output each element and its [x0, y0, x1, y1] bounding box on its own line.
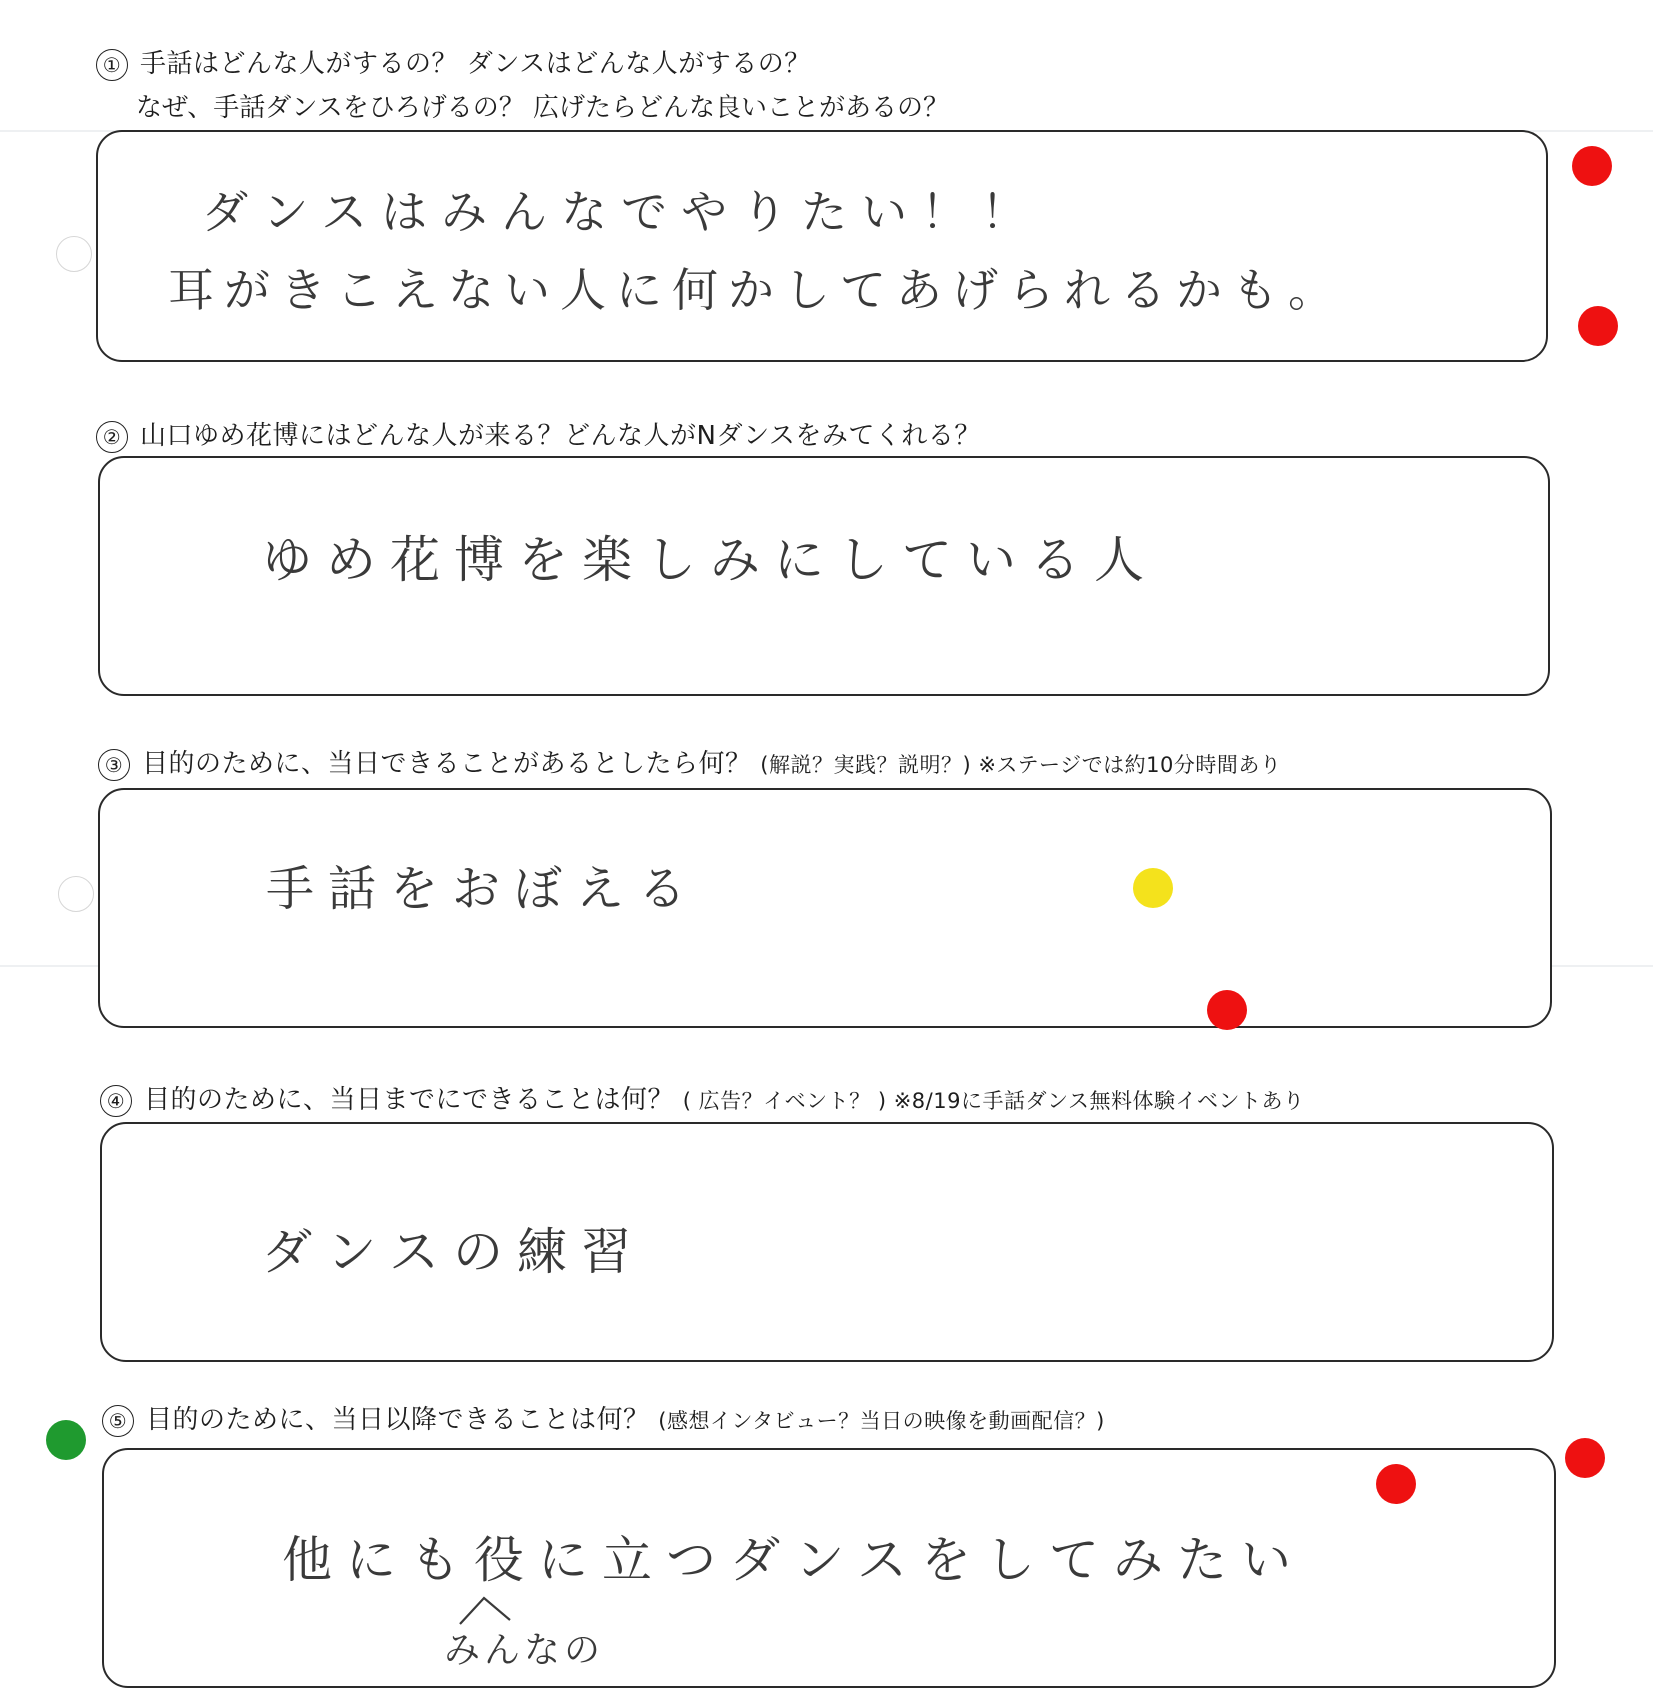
punch-hole: [58, 876, 94, 912]
answer-box-1: [96, 130, 1548, 362]
handwritten-answer-line: ダンスの練習: [262, 1223, 645, 1281]
question-4-heading: [100, 1078, 1305, 1123]
question-text: 手話はどんな人がするの？ ダンスはどんな人がするの？: [140, 49, 811, 79]
question-text: 山口ゆめ花博にはどんな人が来る？どんな人がNダンスをみてくれる？: [140, 421, 981, 451]
red-sticker: [1565, 1438, 1605, 1478]
question-number: ⑤: [102, 1405, 134, 1437]
question-1-subline: なぜ、手話ダンスをひろげるの？ 広げたらどんな良いことがあるの？: [136, 93, 949, 123]
green-sticker: [46, 1420, 86, 1460]
question-5-heading: [102, 1398, 1105, 1443]
question-2-heading: [96, 414, 981, 458]
question-text: 目的のために、当日できることがあるとしたら何？: [142, 749, 752, 779]
answer-box-2: [98, 456, 1550, 696]
question-note: ( 広告？イベント？ ) ※8/19に手話ダンス無料体験イベントあり: [682, 1089, 1305, 1113]
red-sticker: [1572, 146, 1612, 186]
yellow-sticker: [1133, 868, 1173, 908]
handwritten-answer-line: 手話をおぼえる: [266, 861, 701, 917]
handwritten-insertion: みんなの: [444, 1630, 605, 1671]
answer-box-5: [102, 1448, 1556, 1688]
handwritten-answer-line: ダンスはみんなでやりたい！！: [202, 185, 1042, 239]
question-number: ④: [100, 1085, 132, 1117]
question-text: 目的のために、当日までにできることは何？: [144, 1085, 675, 1115]
question-note: (解説？実践？説明？) ※ステージでは約10分時間あり: [760, 753, 1282, 777]
punch-hole: [56, 236, 92, 272]
red-sticker: [1207, 990, 1247, 1030]
handwritten-answer-line: ゆめ花博を楽しみにしている人: [262, 531, 1158, 589]
handwritten-answer-line: 他にも役に立つダンスをしてみたい: [282, 1531, 1305, 1589]
question-1-heading: [96, 42, 811, 86]
answer-box-4: [100, 1122, 1554, 1362]
question-number: ③: [98, 749, 130, 781]
question-text: 目的のために、当日以降できることは何？: [146, 1405, 650, 1435]
question-note: (感想インタビュー？当日の映像を動画配信？): [658, 1409, 1105, 1433]
question-3-heading: [98, 742, 1281, 787]
handwritten-answer-line: 耳がきこえない人に何かしてあげられるかも。: [168, 263, 1344, 317]
red-sticker: [1376, 1464, 1416, 1504]
question-number: ①: [96, 49, 128, 81]
question-number: ②: [96, 421, 128, 453]
red-sticker: [1578, 306, 1618, 346]
answer-box-3: [98, 788, 1552, 1028]
